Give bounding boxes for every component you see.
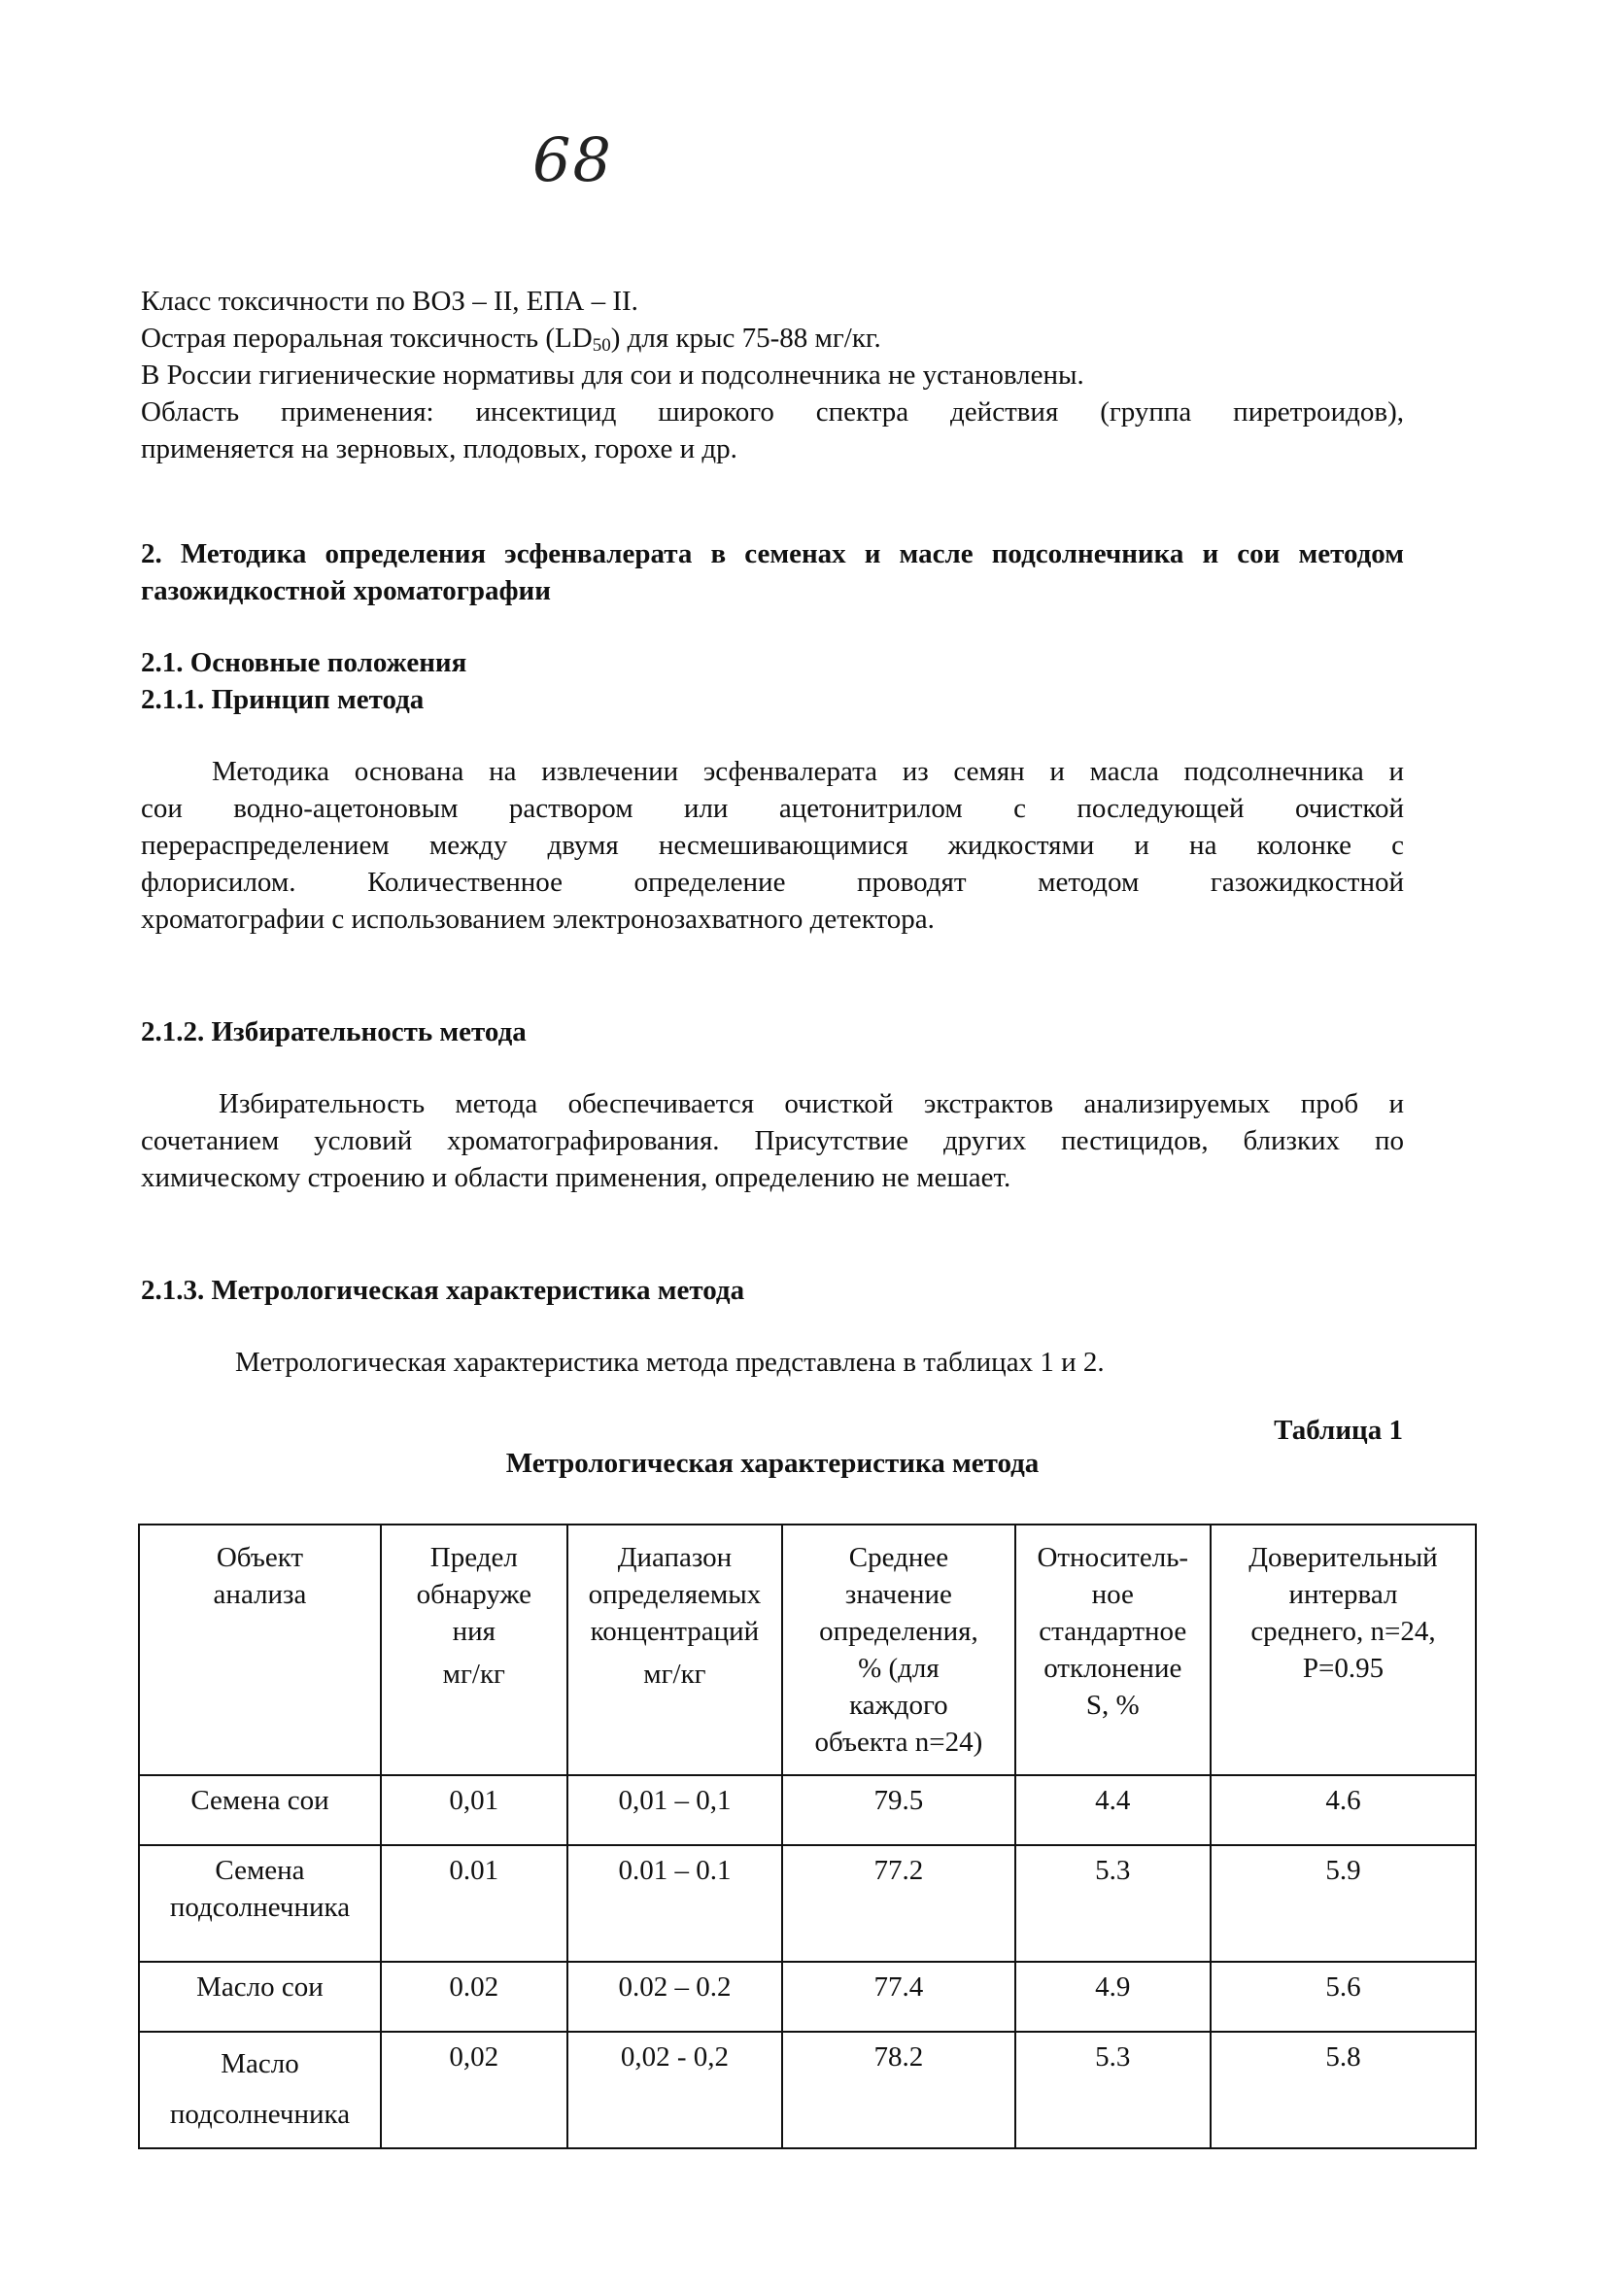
header-object [139,1525,381,1775]
header-text: анализа [213,1579,307,1610]
table-row [139,2032,1476,2148]
header-text: мг/кг [442,1659,505,1690]
principle-paragraph-line3: перераспределением между двумя несмешивающимися жидкостями и на колонке с [141,830,1404,861]
principle-paragraph-line2: сои водно-ацетоновым раствором или ацетонитрилом с последующей очисткой [141,793,1404,824]
cell-range: 0,01 – 0,1 [567,1775,783,1845]
page-number: 68 [532,124,613,195]
selectivity-paragraph-line1: Избирательность метода обеспечивается очисткой экстрактов анализируемых проб и [219,1088,1404,1119]
header-text: Относитель- [1037,1542,1189,1573]
cell-mean: 78.2 [782,2032,1014,2148]
metrology-table [138,1524,1477,2149]
section-2-title-line1: 2. Методика определения эсфенвалерата в семенах и масле подсолнечника и сои методом [141,538,1404,569]
header-text: ния [452,1616,496,1647]
cell-mean: 77.4 [782,1962,1014,2032]
intro-line-acute-toxicity [141,321,881,356]
cell-ci: 5.6 [1211,1962,1476,2032]
cell-ci: 5.9 [1211,1845,1476,1962]
table-1-title: Метрологическая характеристика метода [505,1448,1040,1479]
header-text: определения, [819,1616,978,1647]
cell-ci: 5.8 [1211,2032,1476,2148]
header-text: каждого [849,1690,948,1721]
cell-rsd: 4.9 [1015,1962,1211,2032]
cell-text: Семена [215,1855,305,1886]
header-text: Предел [429,1542,518,1573]
principle-paragraph-line5: хроматографии с использованием электронозахватного детектора. [141,904,935,935]
cell-text: Масло сои [196,1971,324,2003]
cell-range: 0.01 – 0.1 [567,1845,783,1962]
selectivity-paragraph-line3: химическому строению и области применения, определению не мешает. [141,1162,1011,1193]
header-detection-limit [381,1525,567,1775]
cell-mean: 79.5 [782,1775,1014,1845]
table-row [139,1845,1476,1962]
cell-text: подсолнечника [169,1892,351,1923]
header-relative-std-dev [1015,1525,1211,1775]
header-text: стандартное [1039,1616,1187,1647]
cell-rsd: 5.3 [1015,1845,1211,1962]
cell-range: 0,02 - 0,2 [567,2032,783,2148]
table-1-label: Таблица 1 [1274,1415,1403,1446]
cell-object [139,1775,381,1845]
header-text: определяемых [588,1579,762,1610]
header-text: мг/кг [643,1659,706,1690]
header-mean-value [782,1525,1014,1775]
cell-ci: 4.6 [1211,1775,1476,1845]
header-text: концентраций [590,1616,760,1647]
cell-object [139,1845,381,1962]
selectivity-paragraph-line2: сочетанием условий хроматографирования. Присутствие других пестицидов, близких по [141,1125,1404,1156]
section-2-title-line2: газожидкостной хроматографии [141,575,551,606]
header-text: Доверительный [1248,1542,1438,1573]
header-text: Диапазон [617,1542,733,1573]
header-text: Среднее [848,1542,949,1573]
header-confidence-interval [1211,1525,1476,1775]
header-text: значение [844,1579,952,1610]
intro-line-acute-toxicity-part2: ) для крыс 75-88 мг/кг. [610,323,881,354]
header-text: % (для [858,1653,940,1684]
header-text: P=0.95 [1302,1653,1385,1684]
section-2-1-heading: 2.1. Основные положения [141,647,467,678]
header-text: ное [1091,1579,1134,1610]
header-text: Объект [216,1542,304,1573]
header-text: среднего, n=24, [1250,1616,1436,1647]
intro-line-acute-toxicity-part1: Острая пероральная токсичность (LD [141,323,593,354]
intro-line-hygiene-norms: В России гигиенические нормативы для сои и подсолнечника не установлены. [141,360,1084,391]
header-text: интервал [1288,1579,1398,1610]
intro-line-application-area: Область применения: инсектицид широкого спектра действия (группа пиретроидов), [141,396,1404,428]
metrology-paragraph-line1: Метрологическая характеристика метода представлена в таблицах 1 и 2. [235,1347,1105,1378]
ld50-subscript: 50 [592,335,611,356]
cell-text: Семена сои [190,1785,329,1816]
cell-text: Масло [221,2048,299,2079]
intro-line-toxicity-class: Класс токсичности по ВОЗ – II, ЕПА – II. [141,286,638,317]
header-text: S, % [1085,1690,1140,1721]
cell-limit: 0,02 [381,2032,567,2148]
cell-rsd: 5.3 [1015,2032,1211,2148]
cell-mean: 77.2 [782,1845,1014,1962]
header-concentration-range [567,1525,783,1775]
table-row [139,1962,1476,2032]
header-text: объекта n=24) [814,1727,983,1758]
cell-object [139,2032,381,2148]
principle-paragraph-line1: Методика основана на извлечении эсфенвалерата из семян и масла подсолнечника и [212,756,1404,787]
cell-limit: 0.02 [381,1962,567,2032]
cell-rsd: 4.4 [1015,1775,1211,1845]
section-2-1-1-heading: 2.1.1. Принцип метода [141,684,425,715]
cell-limit: 0.01 [381,1845,567,1962]
cell-limit: 0,01 [381,1775,567,1845]
section-2-1-3-heading: 2.1.3. Метрологическая характеристика метода [141,1275,745,1306]
cell-object [139,1962,381,2032]
principle-paragraph-line4: флорисилом. Количественное определение проводят методом газожидкостной [141,867,1404,898]
table-row [139,1775,1476,1845]
section-2-1-2-heading: 2.1.2. Избирательность метода [141,1016,527,1047]
table-header-row [139,1525,1476,1775]
header-text: обнаруже [416,1579,532,1610]
cell-text: подсолнечника [169,2099,351,2130]
cell-range: 0.02 – 0.2 [567,1962,783,2032]
intro-line-application-crops: применяется на зерновых, плодовых, горохе и др. [141,433,737,464]
header-text: отклонение [1043,1653,1182,1684]
